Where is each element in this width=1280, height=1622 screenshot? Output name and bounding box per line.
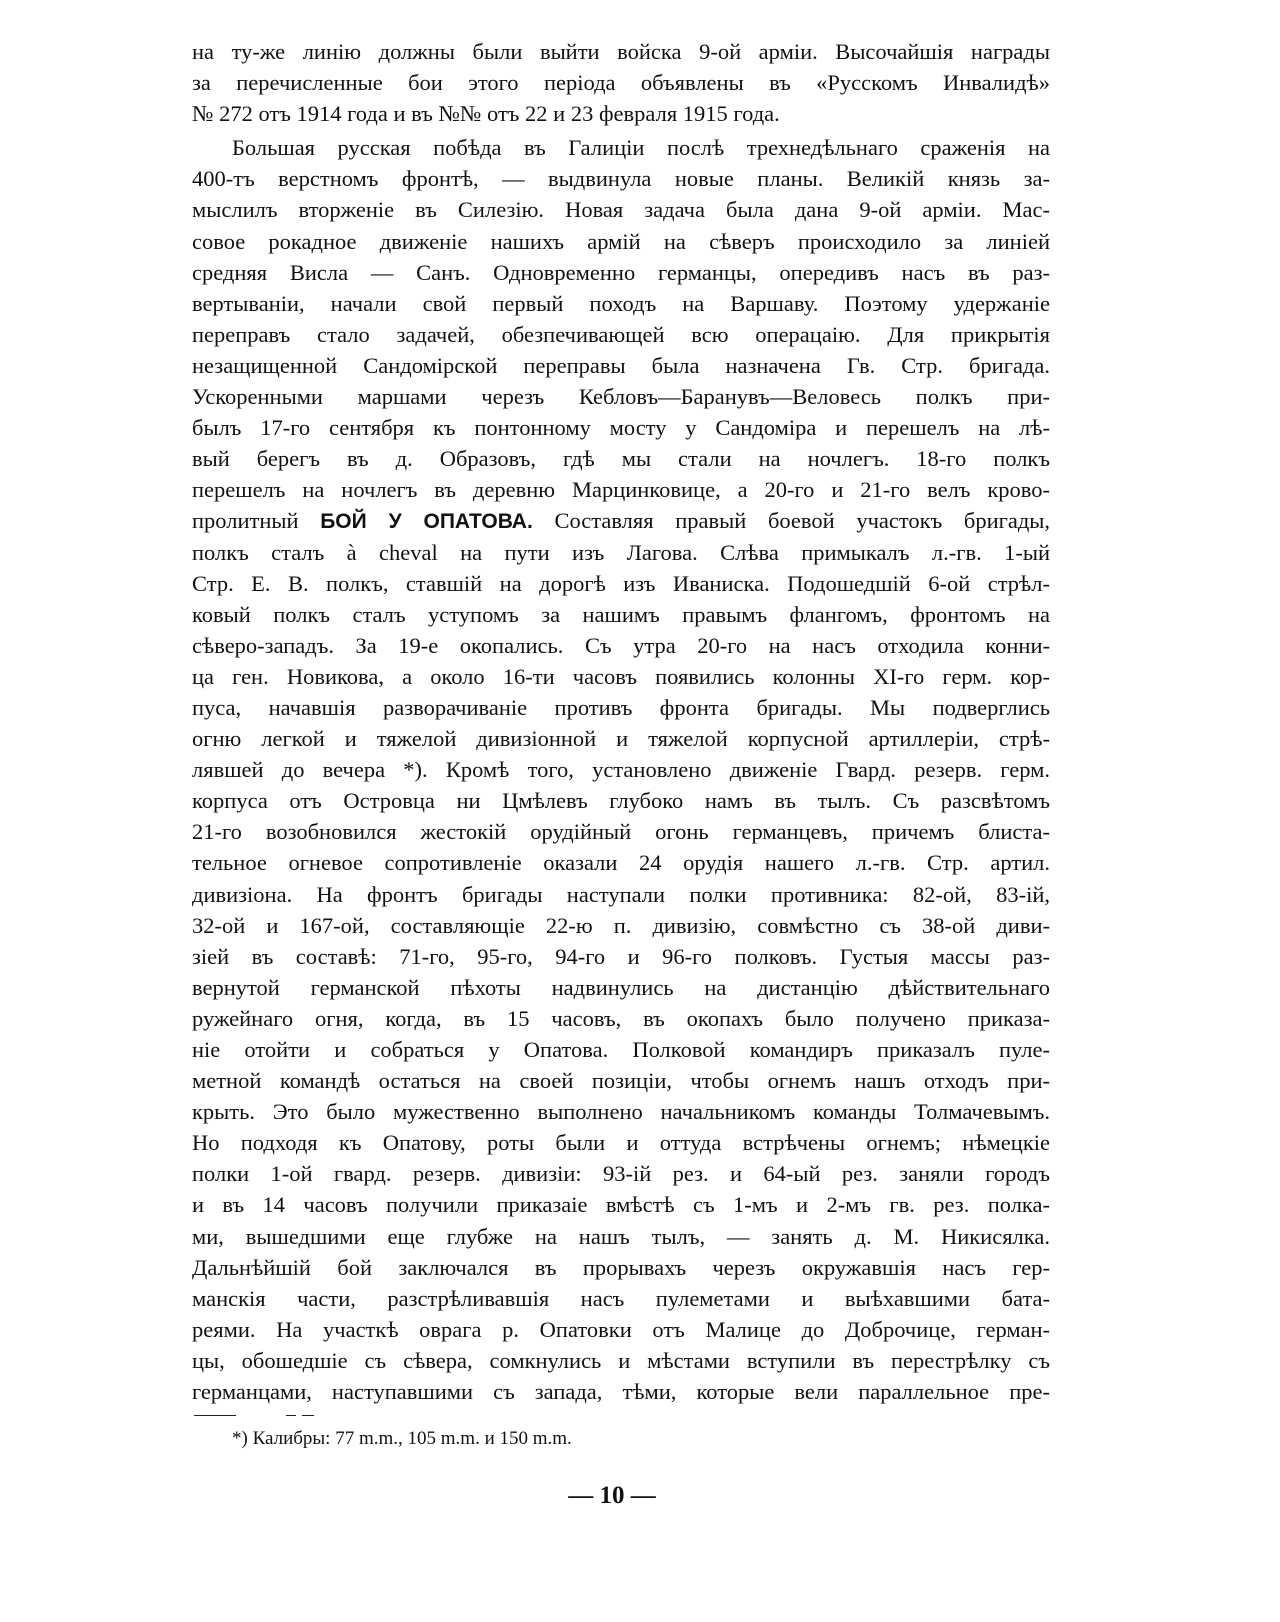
text-line: переправъ стало задачей, обезпечивающей всю операцаію. Для прикрытія [192,321,1050,347]
text-line: средняя Висла — Санъ. Одновременно германцы, опередивъ насъ въ раз- [192,259,1050,285]
text-line: ружейнаго огня, когда, въ 15 часовъ, въ окопахъ было получено приказа- [192,1005,1050,1031]
text-line: Но подходя къ Опатову, роты были и оттуда встрѣчены огнемъ; нѣмецкіе [192,1130,1050,1156]
footnote: *) Калибры: 77 m.m., 105 m.m. и 150 m.m. [232,1428,572,1449]
text-line: цы, обошедшіе съ сѣвера, сомкнулись и мѣстами вступили въ перестрѣлку съ [192,1347,1050,1373]
text-line: пуса, начавшія разворачиваніе противъ фронта бригады. Мы подверглись [192,694,1050,720]
text-line: зіей въ составѣ: 71-го, 95-го, 94-го и 96-го полковъ. Густыя массы раз- [192,943,1050,969]
text-line: № 272 отъ 1914 года и въ №№ отъ 22 и 23 февраля 1915 года. [192,101,780,127]
text-line: ца ген. Новикова, а около 16-ти часовъ появились колонны XI-го герм. кор- [192,663,1050,689]
text-line: тельное огневое сопротивленіе оказали 24 орудія нашего л.-гв. Стр. артил. [192,850,1050,876]
text-line: полки 1-ой гвард. резерв. дивизіи: 93-ій рез. и 64-ый рез. заняли городъ [192,1161,1050,1187]
text-line: огню легкой и тяжелой дивизіонной и тяжелой корпусной артиллеріи, стрѣ- [192,726,1050,752]
text-line: и въ 14 часовъ получили приказаіе вмѣстѣ съ 1-мъ и 2-мъ гв. рез. полка- [192,1192,1050,1218]
text-segment: пролитный [192,508,321,534]
text-line: метной командѣ остаться на своей позиціи, чтобы огнемъ нашъ отходъ при- [192,1068,1050,1094]
text-line: 32-ой и 167-ой, составляющіе 22-ю п. дивизію, совмѣстно съ 38-ой диви- [192,912,1050,938]
text-line: германцами, наступавшими съ запада, тѣми, которые вели параллельное пре- [192,1379,1050,1405]
text-line: ніе отойти и собраться у Опатова. Полковой командиръ приказалъ пуле- [192,1037,1050,1062]
text-line: Большая русская побѣда въ Галиціи послѣ трехнедѣльнаго сраженія на [232,135,1050,161]
text-line: ми, вышедшими еще глубже на нашъ тылъ, — занять д. М. Никисялка. [192,1223,1050,1249]
text-line: дивизіона. На фронтъ бригады наступали полки противника: 82-ой, 83-ій, [192,881,1050,907]
text-line: былъ 17-го сентября къ понтонному мосту у Сандоміра и перешелъ на лѣ- [192,415,1050,441]
text-line: Ускоренными маршами черезъ Кебловъ—Баранувъ—Веловесь полкъ при- [192,384,1050,410]
page-body [192,36,1050,1407]
text-line: Дальнѣйшій бой заключался въ прорывахъ черезъ окружавшія насъ гер- [192,1254,1050,1280]
text-line: на ту-же линію должны были выйти войска 9-ой арміи. Высочайшія награды [192,39,1050,64]
text-line: манскія части, разстрѣливавшія насъ пулеметами и выѣхавшими бата- [192,1285,1050,1311]
text-line: вертываніи, начали свой первый походъ на Варшаву. Поэтому удержаніе [192,290,1050,316]
text-segment: Составляя правый боевой участокъ бригады, [532,508,1051,534]
text-line: мыслилъ вторженіе въ Силезію. Новая задача была дана 9-ой арміи. Мас- [192,197,1050,223]
text-line: крыть. Это было мужественно выполнено начальникомъ команды Толмачевымъ. [192,1099,1050,1125]
page-number: — 10 — [568,1482,656,1509]
footnote-rule [194,1415,314,1416]
bold-heading-text: БОЙ У ОПАТОВА. [320,510,533,534]
text-line: сѣверо-западъ. За 19-е окопались. Съ утра 20-го на насъ отходила конни- [192,632,1050,658]
text-line: вернутой германской пѣхоты надвинулись на дистанцію дѣйствительнаго [192,974,1050,1000]
text-line: корпуса отъ Островца ни Цмѣлевъ глубоко намъ въ тылъ. Съ разсвѣтомъ [192,788,1050,814]
text-line [192,505,1050,536]
text-line: вый берегъ въ д. Образовъ, гдѣ мы стали на ночлегъ. 18-го полкъ [192,446,1050,472]
text-line: полкъ сталъ à cheval на пути изъ Лагова. Слѣва примыкалъ л.-гв. 1-ый [192,539,1050,565]
text-line: 21-го возобновился жестокій орудійный огонь германцевъ, причемъ блиста- [192,819,1050,845]
text-line: незащищенной Сандомірской переправы была назначена Гв. Стр. бригада. [192,352,1050,378]
text-line: реями. На участкѣ оврага р. Опатовки отъ Малице до Доброчице, герман- [192,1316,1050,1342]
text-line: лявшей до вечера *). Кромѣ того, установлено движеніе Гвард. резерв. герм. [192,757,1050,783]
text-line: ковый полкъ сталъ уступомъ за нашимъ правымъ флангомъ, фронтомъ на [192,601,1050,627]
text-line: совое рокадное движеніе нашихъ армій на сѣверъ происходило за линіей [192,228,1050,254]
text-line: за перечисленные бои этого періода объявлены въ «Русскомъ Инвалидѣ» [192,70,1050,96]
text-line: 400-тъ верстномъ фронтѣ, — выдвинула новые планы. Великій князь за- [192,166,1050,192]
text-line: перешелъ на ночлегъ въ деревню Марцинковице, а 20-го и 21-го велъ крово- [192,477,1050,503]
text-line: Стр. Е. В. полкъ, ставшій на дорогѣ изъ Иваниска. Подошедшій 6-ой стрѣл- [192,570,1050,596]
